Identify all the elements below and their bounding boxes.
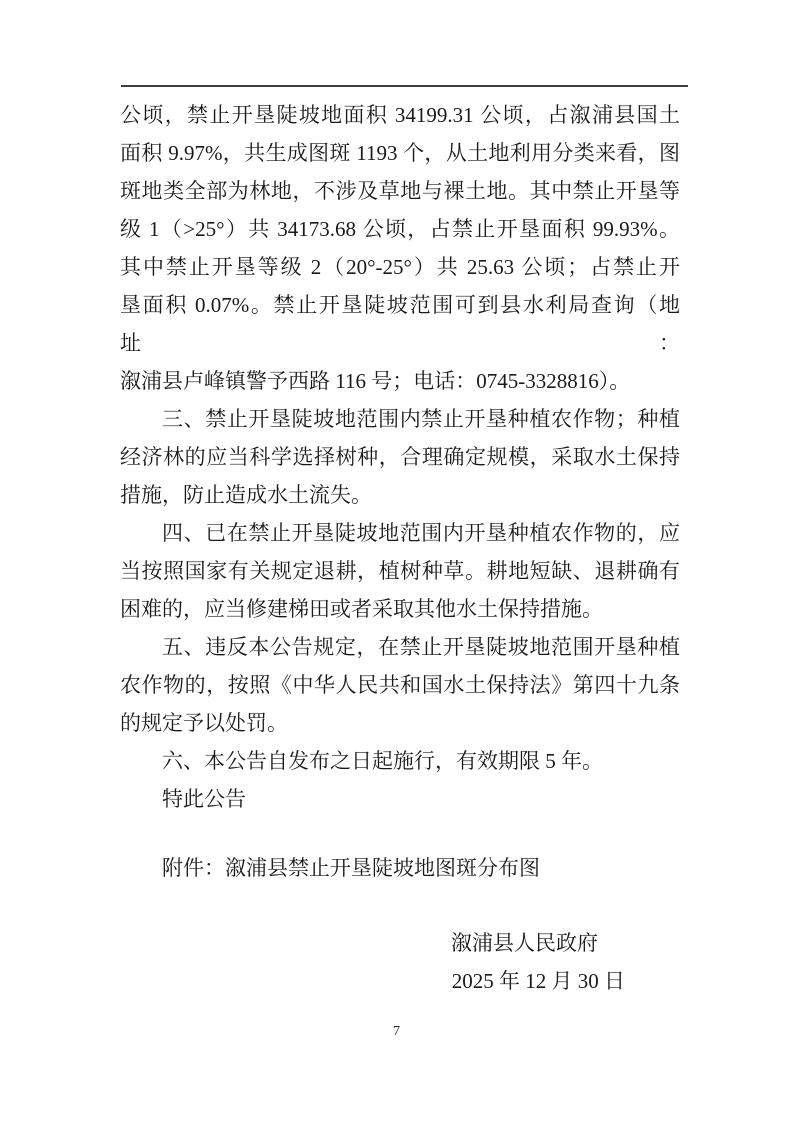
header-divider xyxy=(121,85,688,87)
body-text-line: 其中禁止开垦等级 2（20°-25°）共 25.63 公顷；占禁止开 xyxy=(120,255,680,279)
page-number: 7 xyxy=(393,1024,400,1039)
item5-line: 农作物的，按照《中华人民共和国水土保持法》第四十九条 xyxy=(120,673,680,697)
body-text-line: 公顷，禁止开垦陡坡地面积 34199.31 公顷，占溆浦县国土 xyxy=(120,103,680,127)
document-body xyxy=(120,96,680,1000)
item4-line: 困难的，应当修建梯田或者采取其他水土保持措施。 xyxy=(120,597,603,621)
closing-line: 特此公告 xyxy=(162,787,246,811)
attachment-line: 附件：溆浦县禁止开垦陡坡地图斑分布图 xyxy=(162,856,540,880)
body-text-line: 溆浦县卢峰镇警予西路 116 号；电话：0745-3328816）。 xyxy=(120,369,631,393)
item4-line: 四、已在禁止开垦陡坡地范围内开垦种植农作物的，应 xyxy=(162,521,680,545)
item5-line: 五、违反本公告规定，在禁止开垦陡坡地范围开垦种植 xyxy=(162,635,680,659)
item6-line: 六、本公告自发布之日起施行，有效期限 5 年。 xyxy=(162,749,603,773)
signature-date: 2025 年 12 月 30 日 xyxy=(451,969,625,993)
item3-line: 措施，防止造成水土流失。 xyxy=(120,483,372,507)
item3-line: 三、禁止开垦陡坡地范围内禁止开垦种植农作物；种植 xyxy=(162,407,680,431)
body-text-line: 斑地类全部为林地，不涉及草地与裸土地。其中禁止开垦等 xyxy=(120,179,680,203)
body-text-line: 垦面积 0.07%。禁止开垦陡坡范围可到县水利局查询（地址： xyxy=(120,293,680,355)
item4-line: 当按照国家有关规定退耕，植树种草。耕地短缺、退耕确有 xyxy=(120,559,680,583)
body-text-line: 面积 9.97%，共生成图斑 1193 个，从土地利用分类来看，图 xyxy=(120,141,680,165)
item5-line: 的规定予以处罚。 xyxy=(120,711,288,735)
signature-organization: 溆浦县人民政府 xyxy=(451,931,598,955)
item3-line: 经济林的应当科学选择树种，合理确定规模，采取水土保持 xyxy=(120,445,680,469)
body-text-line: 级 1（>25°）共 34173.68 公顷，占禁止开垦面积 99.93%。 xyxy=(120,217,680,241)
